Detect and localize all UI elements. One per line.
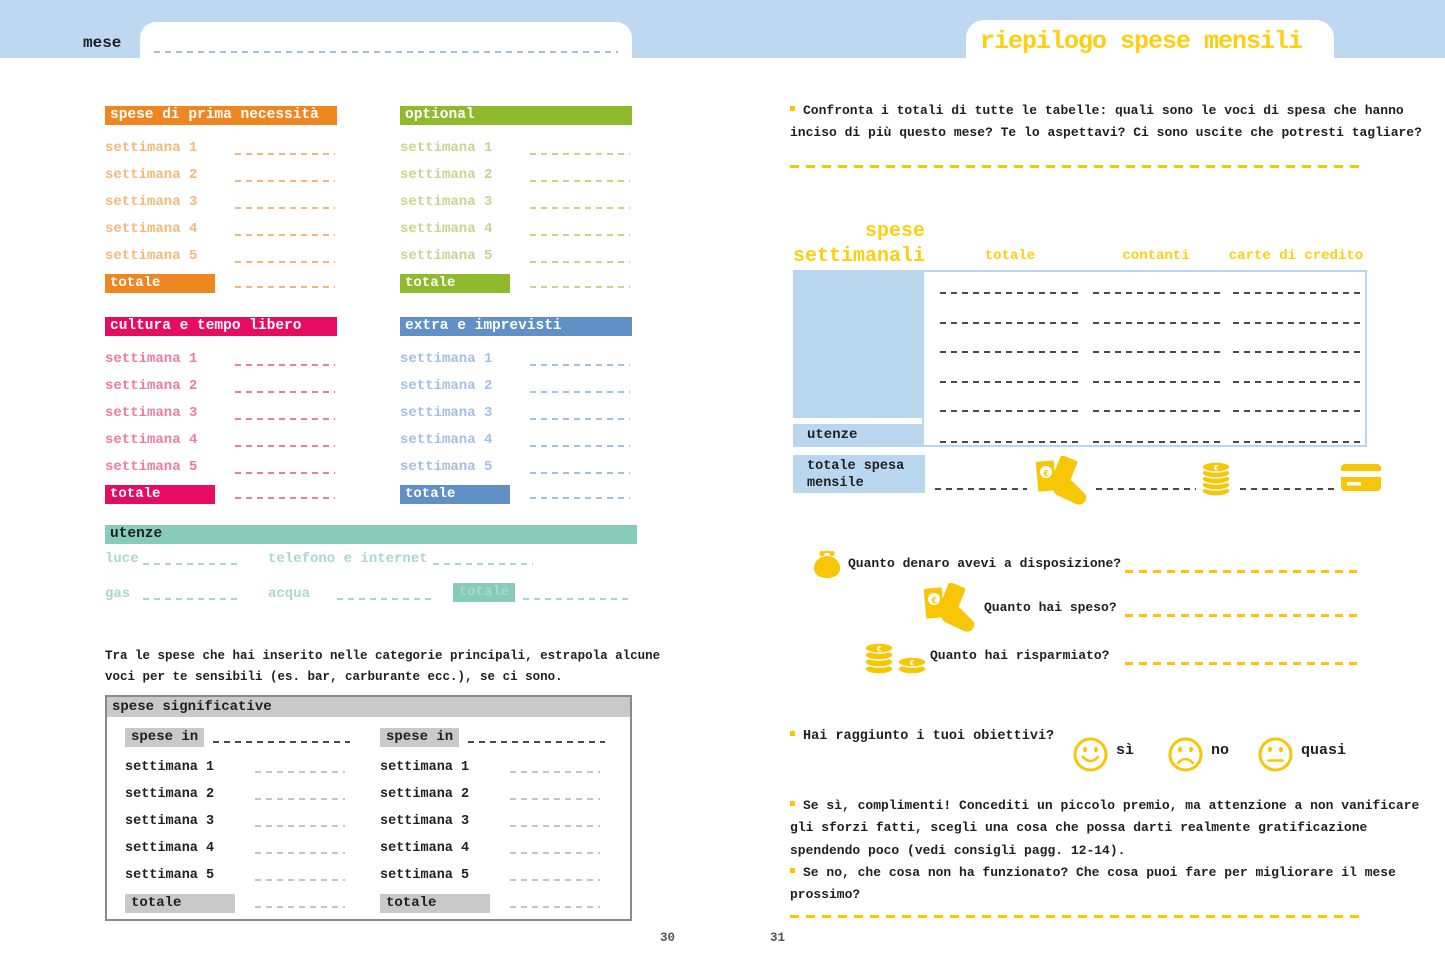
week-row-label <box>793 270 922 300</box>
fill-in-line[interactable] <box>1093 322 1220 324</box>
fill-in-line[interactable] <box>213 741 350 743</box>
fill-in-line[interactable] <box>510 771 600 773</box>
fill-in-line[interactable] <box>255 798 345 800</box>
table-row <box>400 165 632 192</box>
row-label: settimana 2 <box>380 787 470 802</box>
table-row <box>105 457 337 484</box>
column-header-contanti: contanti <box>1122 248 1190 264</box>
svg-text:€: € <box>876 645 882 655</box>
fill-in-line[interactable] <box>1233 322 1360 324</box>
table-spese-prima-necessita <box>105 106 337 294</box>
fill-in-line[interactable] <box>510 825 600 827</box>
row-label: settimana 3 <box>105 193 198 210</box>
utility-label: luce <box>105 551 139 567</box>
option-label-si[interactable]: sì <box>1116 742 1135 759</box>
week-row-label <box>793 359 922 389</box>
fill-in-line[interactable] <box>1093 410 1220 412</box>
fill-in-line[interactable] <box>1125 662 1357 665</box>
row-label: settimana 3 <box>125 814 215 829</box>
total-row <box>125 893 350 914</box>
table-row <box>380 757 605 784</box>
table-spese-significative <box>105 695 632 921</box>
table-row <box>105 246 337 273</box>
week-row-label <box>793 300 922 330</box>
table-header: extra e imprevisti <box>400 317 632 336</box>
utilities-row-label: utenze <box>793 424 922 447</box>
fill-in-line[interactable] <box>530 153 630 155</box>
utilities-row <box>105 551 632 573</box>
table-extra-imprevisti <box>400 317 632 505</box>
table-row <box>380 865 605 892</box>
svg-text:€: € <box>930 596 938 608</box>
fill-in-line[interactable] <box>510 879 600 881</box>
row-label: settimana 5 <box>400 247 493 264</box>
page-title: riepilogo spese mensili <box>980 27 1303 56</box>
monthly-total-line1: totale spesa <box>807 459 905 474</box>
fill-in-line[interactable] <box>530 261 630 263</box>
fill-in-line[interactable] <box>530 497 630 499</box>
utilities-header: utenze <box>105 525 637 544</box>
fill-in-line[interactable] <box>235 261 335 263</box>
instruction-text: Tra le spese che hai inserito nelle categorie principali, estrapola alcune voci per te sensibili (es. bar, carburante ecc.), se ci sono. <box>105 649 661 684</box>
row-label: settimana 2 <box>105 166 198 183</box>
utilities-total-label: totale <box>453 583 515 602</box>
utilities-row <box>105 586 632 608</box>
fill-in-line[interactable] <box>235 364 335 366</box>
fill-in-line[interactable] <box>255 906 345 908</box>
row-label: settimana 3 <box>400 404 493 421</box>
fill-in-line[interactable] <box>235 234 335 236</box>
fill-in-line[interactable] <box>1093 441 1220 443</box>
fill-in-line[interactable] <box>235 497 335 499</box>
row-label: settimana 2 <box>125 787 215 802</box>
total-row <box>380 893 605 914</box>
objectives-question <box>790 729 1054 744</box>
row-label: settimana 1 <box>105 351 198 367</box>
bullet-icon <box>790 801 795 806</box>
total-label: totale <box>105 485 215 504</box>
table-cultura-tempo-libero <box>105 317 337 505</box>
fill-in-line[interactable] <box>1233 381 1360 383</box>
fill-in-line[interactable] <box>235 391 335 393</box>
row-label: settimana 4 <box>125 841 215 856</box>
svg-text:€: € <box>1042 469 1050 481</box>
fill-in-line[interactable] <box>235 472 335 474</box>
table-row <box>400 219 632 246</box>
table-row <box>105 403 337 430</box>
weekly-title-line2: settimanali <box>792 245 925 268</box>
question-available-money: Quanto denaro avevi a disposizione? <box>848 556 1122 571</box>
month-fill-in-line[interactable] <box>154 51 618 53</box>
sad-face-icon[interactable] <box>1167 736 1204 773</box>
fill-in-line[interactable] <box>530 234 630 236</box>
svg-text:€: € <box>1213 464 1219 474</box>
table-row <box>400 246 632 273</box>
banknotes-hand-icon <box>1028 456 1090 510</box>
month-tab <box>140 22 632 58</box>
fill-in-line[interactable] <box>530 391 630 393</box>
table-row <box>400 349 632 376</box>
fill-in-line[interactable] <box>530 418 630 420</box>
row-label: settimana 3 <box>400 193 493 210</box>
weekly-title-line1: spese <box>864 220 925 243</box>
fill-in-line[interactable] <box>255 852 345 854</box>
table-optional <box>400 106 632 294</box>
intro-question-text: Confronta i totali di tutte le tabelle: quali sono le voci di spesa che hanno inciso di più questo mese? Te lo aspettavi? Ci sono uscite che potresti tagliare? <box>790 103 1422 140</box>
happy-face-icon[interactable] <box>1072 736 1109 773</box>
utility-label: gas <box>105 586 131 602</box>
column-header-totale: totale <box>984 248 1036 264</box>
fill-in-line[interactable] <box>510 906 600 908</box>
fill-in-line[interactable] <box>337 598 432 600</box>
week-fill-row <box>940 351 1365 353</box>
total-label: totale <box>380 894 490 913</box>
table-row <box>125 757 350 784</box>
row-label: settimana 5 <box>380 868 470 883</box>
bullet-icon <box>790 106 795 111</box>
fill-in-line[interactable] <box>1233 351 1360 353</box>
fill-in-line[interactable] <box>1125 614 1357 617</box>
coin-stacks-icon <box>862 636 930 676</box>
fill-in-line[interactable] <box>468 741 605 743</box>
monthly-total-label <box>793 455 925 493</box>
total-label: totale <box>105 274 215 293</box>
advice-block <box>790 795 1435 906</box>
fill-in-line[interactable] <box>143 598 239 600</box>
fill-in-line[interactable] <box>940 292 1080 294</box>
table-row <box>125 865 350 892</box>
fill-in-line[interactable] <box>523 598 632 600</box>
advice-no-text: Se no, che cosa non ha funzionato? Che cosa puoi fare per migliorare il mese prossimo? <box>790 864 1396 903</box>
row-label: settimana 1 <box>400 140 493 156</box>
credit-card-icon <box>1340 462 1382 494</box>
row-label: settimana 4 <box>400 431 493 448</box>
spese-in-label: spese in <box>125 728 204 747</box>
table-row <box>105 430 337 457</box>
table-header: spese significative <box>107 697 630 717</box>
fill-in-line[interactable] <box>433 563 533 565</box>
coin-purse-icon <box>810 549 844 580</box>
month-label: mese <box>83 34 122 52</box>
fill-in-line[interactable] <box>1233 292 1360 294</box>
neutral-face-icon[interactable] <box>1257 736 1294 773</box>
bullet-icon <box>790 868 795 873</box>
week-row-label <box>793 388 922 418</box>
table-row <box>105 192 337 219</box>
row-label: settimana 1 <box>400 351 493 367</box>
row-label: settimana 1 <box>105 140 198 156</box>
bullet-icon <box>790 731 795 736</box>
fill-in-line[interactable] <box>235 445 335 447</box>
fill-in-line[interactable] <box>143 563 239 565</box>
table-header: spese di prima necessità <box>105 106 337 125</box>
row-label: settimana 2 <box>400 166 493 183</box>
fill-in-line[interactable] <box>1093 381 1220 383</box>
total-row <box>400 273 632 294</box>
table-row <box>125 838 350 865</box>
table-header: optional <box>400 106 632 125</box>
table-row <box>105 376 337 403</box>
week-fill-row <box>940 381 1365 383</box>
row-label: settimana 1 <box>380 760 470 775</box>
question-spent: Quanto hai speso? <box>984 600 1117 615</box>
table-row <box>105 219 337 246</box>
spese-in-row <box>380 727 605 757</box>
option-label-quasi[interactable]: quasi <box>1301 742 1347 759</box>
fill-in-line[interactable] <box>530 207 630 209</box>
total-row <box>105 484 337 505</box>
fill-in-line[interactable] <box>530 364 630 366</box>
fill-in-line[interactable] <box>510 852 600 854</box>
row-label: settimana 5 <box>400 458 493 475</box>
row-label: settimana 1 <box>125 760 215 775</box>
row-label: settimana 4 <box>105 431 198 448</box>
weekly-table-title <box>790 219 925 269</box>
monthly-total-line2: mensile <box>807 476 864 491</box>
row-label: settimana 4 <box>105 220 198 237</box>
fill-in-line[interactable] <box>235 207 335 209</box>
svg-text:€: € <box>909 659 915 669</box>
table-row <box>105 165 337 192</box>
table-row <box>125 784 350 811</box>
banknotes-hand-icon <box>916 583 978 637</box>
total-row <box>400 484 632 505</box>
significant-column <box>380 727 605 914</box>
fill-in-line[interactable] <box>530 180 630 182</box>
advice-no <box>790 862 1435 907</box>
fill-in-line[interactable] <box>530 445 630 447</box>
divider-dashed-line <box>790 165 1363 168</box>
table-row <box>400 457 632 484</box>
table-row <box>400 430 632 457</box>
fill-in-line[interactable] <box>1233 410 1360 412</box>
fill-in-line[interactable] <box>255 825 345 827</box>
intro-question <box>790 100 1435 144</box>
fill-in-line[interactable] <box>940 322 1080 324</box>
spese-in-label: spese in <box>380 728 459 747</box>
table-row <box>125 811 350 838</box>
spese-in-row <box>125 727 350 757</box>
fill-in-line[interactable] <box>940 441 1080 443</box>
divider-dashed-line <box>790 915 1363 918</box>
fill-in-line[interactable] <box>255 879 345 881</box>
fill-in-line[interactable] <box>235 180 335 182</box>
row-label: settimana 5 <box>105 247 198 264</box>
row-label: settimana 2 <box>400 377 493 394</box>
table-row <box>400 192 632 219</box>
table-row <box>380 838 605 865</box>
coin-stack-icon <box>1198 458 1234 498</box>
table-row <box>380 811 605 838</box>
fill-in-line[interactable] <box>530 472 630 474</box>
fill-in-line[interactable] <box>235 418 335 420</box>
column-header-carte: carte di credito <box>1228 248 1364 264</box>
row-label: settimana 3 <box>105 404 198 421</box>
page-number-left: 30 <box>660 931 676 945</box>
fill-in-line[interactable] <box>1093 292 1220 294</box>
utility-label: telefono e internet <box>268 551 428 567</box>
advice-yes-text: Se sì, complimenti! Concediti un piccolo premio, ma attenzione a non vanificare gli sforzi fatti, scegli una cosa che possa darti realmente gratificazione spendendo poco (vedi consigli pagg. 12-14). <box>790 798 1420 858</box>
fill-in-line[interactable] <box>940 381 1080 383</box>
fill-in-line[interactable] <box>530 286 630 288</box>
objectives-question-text: Hai raggiunto i tuoi obiettivi? <box>803 729 1055 744</box>
option-label-no[interactable]: no <box>1211 742 1230 759</box>
fill-in-line[interactable] <box>935 488 1027 490</box>
fill-in-line[interactable] <box>940 410 1080 412</box>
row-label: settimana 5 <box>105 458 198 475</box>
total-label: totale <box>125 894 235 913</box>
total-label: totale <box>400 485 510 504</box>
weekly-table-body <box>922 270 1367 447</box>
question-saved: Quanto hai risparmiato? <box>930 648 1110 663</box>
utility-label: acqua <box>268 586 311 602</box>
row-label: settimana 5 <box>125 868 215 883</box>
fill-in-line[interactable] <box>235 153 335 155</box>
utilities-fill-row <box>940 441 1365 443</box>
fill-in-line[interactable] <box>1093 351 1220 353</box>
table-row <box>400 403 632 430</box>
fill-in-line[interactable] <box>1233 441 1360 443</box>
page-number-right: 31 <box>770 931 786 945</box>
total-label: totale <box>400 274 510 293</box>
total-row <box>105 273 337 294</box>
table-row <box>105 138 337 165</box>
table-row <box>400 376 632 403</box>
table-header: cultura e tempo libero <box>105 317 337 336</box>
fill-in-line[interactable] <box>1096 488 1196 490</box>
fill-in-line[interactable] <box>1240 488 1335 490</box>
fill-in-line[interactable] <box>235 286 335 288</box>
week-fill-row <box>940 322 1365 324</box>
row-label: settimana 4 <box>380 841 470 856</box>
week-fill-row <box>940 292 1365 294</box>
week-row-label <box>793 329 922 359</box>
table-row <box>105 349 337 376</box>
advice-yes <box>790 795 1435 862</box>
fill-in-line[interactable] <box>510 798 600 800</box>
significant-column <box>125 727 350 914</box>
fill-in-line[interactable] <box>940 351 1080 353</box>
row-label: settimana 4 <box>400 220 493 237</box>
week-fill-row <box>940 410 1365 412</box>
fill-in-line[interactable] <box>1125 570 1357 573</box>
fill-in-line[interactable] <box>255 771 345 773</box>
row-label: settimana 2 <box>105 377 198 394</box>
row-label: settimana 3 <box>380 814 470 829</box>
table-row <box>400 138 632 165</box>
table-row <box>380 784 605 811</box>
